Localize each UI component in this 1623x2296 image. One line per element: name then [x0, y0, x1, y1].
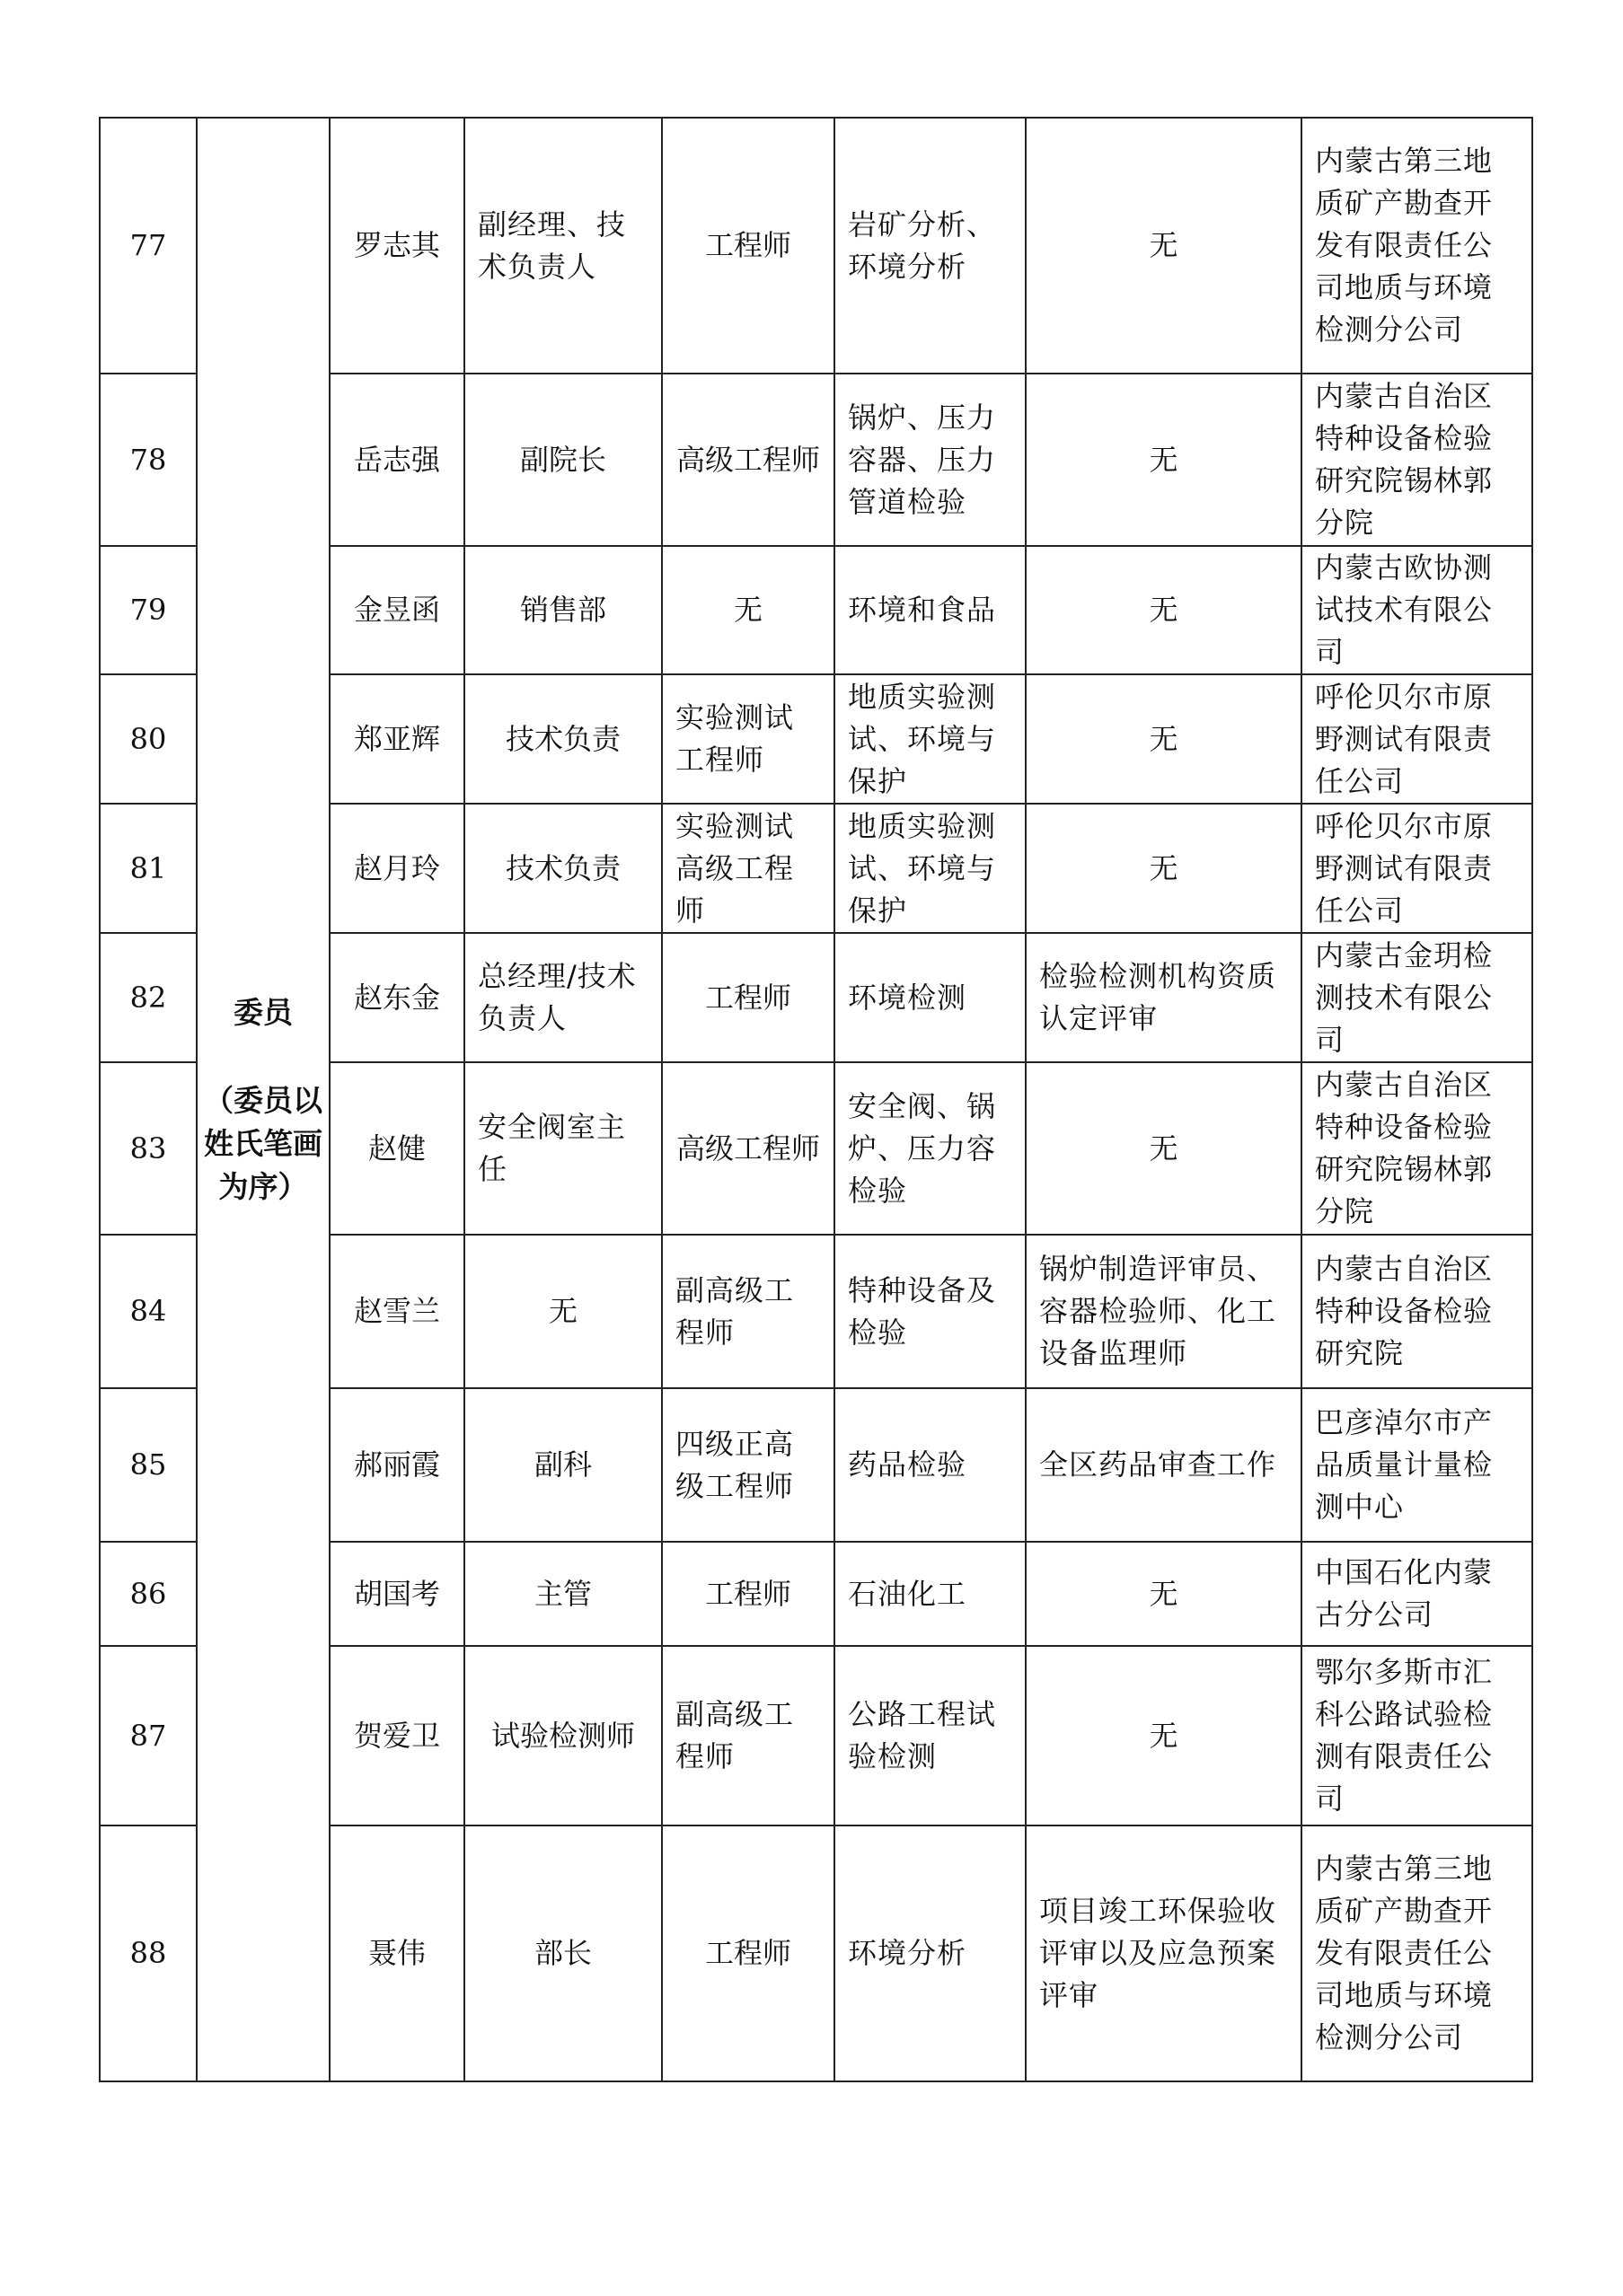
member-name: 贺爱卫 [330, 1646, 464, 1825]
row-number: 82 [100, 933, 197, 1062]
member-position: 总经理/技术负责人 [464, 933, 662, 1062]
member-qualification: 无 [1026, 1542, 1301, 1646]
member-position: 试验检测师 [464, 1646, 662, 1825]
member-qualification: 无 [1026, 374, 1301, 546]
member-specialty: 环境检测 [834, 933, 1026, 1062]
member-unit: 内蒙古自治区特种设备检验研究院 [1301, 1235, 1532, 1388]
member-qualification: 锅炉制造评审员、容器检验师、化工设备监理师 [1026, 1235, 1301, 1388]
member-specialty: 安全阀、锅炉、压力容检验 [834, 1062, 1026, 1235]
member-qualification: 全区药品审查工作 [1026, 1388, 1301, 1542]
member-title: 工程师 [662, 1825, 834, 2081]
member-position: 技术负责 [464, 804, 662, 933]
member-specialty: 锅炉、压力容器、压力管道检验 [834, 374, 1026, 546]
member-unit: 内蒙古第三地质矿产勘查开发有限责任公司地质与环境检测分公司 [1301, 118, 1532, 374]
member-position: 无 [464, 1235, 662, 1388]
member-name: 胡国考 [330, 1542, 464, 1646]
row-number: 87 [100, 1646, 197, 1825]
member-specialty: 地质实验测试、环境与保护 [834, 674, 1026, 804]
member-name: 赵雪兰 [330, 1235, 464, 1388]
member-name: 金昱函 [330, 546, 464, 674]
member-title: 工程师 [662, 1542, 834, 1646]
member-qualification: 无 [1026, 118, 1301, 374]
member-qualification: 项目竣工环保验收评审以及应急预案评审 [1026, 1825, 1301, 2081]
member-qualification: 无 [1026, 1062, 1301, 1235]
member-name: 岳志强 [330, 374, 464, 546]
member-specialty: 特种设备及检验 [834, 1235, 1026, 1388]
member-position: 副院长 [464, 374, 662, 546]
member-unit: 呼伦贝尔市原野测试有限责任公司 [1301, 674, 1532, 804]
member-qualification: 无 [1026, 804, 1301, 933]
member-unit: 内蒙古金玥检测技术有限公司 [1301, 933, 1532, 1062]
member-qualification: 无 [1026, 674, 1301, 804]
member-qualification: 无 [1026, 546, 1301, 674]
role-note: （委员以姓氏笔画为序） [204, 1082, 322, 1204]
member-title: 实验测试高级工程师 [662, 804, 834, 933]
row-number: 84 [100, 1235, 197, 1388]
member-unit: 内蒙古自治区特种设备检验研究院锡林郭分院 [1301, 1062, 1532, 1235]
member-position: 副科 [464, 1388, 662, 1542]
member-unit: 呼伦贝尔市原野测试有限责任公司 [1301, 804, 1532, 933]
member-unit: 内蒙古欧协测试技术有限公司 [1301, 546, 1532, 674]
member-position: 部长 [464, 1825, 662, 2081]
role-cell [197, 118, 330, 2081]
row-number: 85 [100, 1388, 197, 1542]
member-title: 高级工程师 [662, 1062, 834, 1235]
member-position: 副经理、技术负责人 [464, 118, 662, 374]
row-number: 83 [100, 1062, 197, 1235]
member-position: 主管 [464, 1542, 662, 1646]
member-unit: 鄂尔多斯市汇科公路试验检测有限责任公司 [1301, 1646, 1532, 1825]
role-title: 委员 [234, 994, 293, 1030]
member-unit: 内蒙古第三地质矿产勘查开发有限责任公司地质与环境检测分公司 [1301, 1825, 1532, 2081]
member-name: 罗志其 [330, 118, 464, 374]
member-position: 销售部 [464, 546, 662, 674]
member-table [99, 117, 1533, 2082]
member-specialty: 地质实验测试、环境与保护 [834, 804, 1026, 933]
member-name: 郝丽霞 [330, 1388, 464, 1542]
member-specialty: 石油化工 [834, 1542, 1026, 1646]
row-number: 79 [100, 546, 197, 674]
member-unit: 中国石化内蒙古分公司 [1301, 1542, 1532, 1646]
member-name: 赵东金 [330, 933, 464, 1062]
member-name: 赵月玲 [330, 804, 464, 933]
member-qualification: 无 [1026, 1646, 1301, 1825]
row-number: 88 [100, 1825, 197, 2081]
member-name: 郑亚辉 [330, 674, 464, 804]
member-specialty: 岩矿分析、环境分析 [834, 118, 1026, 374]
member-position: 安全阀室主任 [464, 1062, 662, 1235]
member-name: 赵健 [330, 1062, 464, 1235]
member-title: 四级正高级工程师 [662, 1388, 834, 1542]
member-position: 技术负责 [464, 674, 662, 804]
member-title: 无 [662, 546, 834, 674]
member-unit: 巴彦淖尔市产品质量计量检测中心 [1301, 1388, 1532, 1542]
row-number: 81 [100, 804, 197, 933]
member-specialty: 环境和食品 [834, 546, 1026, 674]
member-specialty: 药品检验 [834, 1388, 1026, 1542]
member-title: 副高级工程师 [662, 1646, 834, 1825]
member-specialty: 公路工程试验检测 [834, 1646, 1026, 1825]
member-unit: 内蒙古自治区特种设备检验研究院锡林郭分院 [1301, 374, 1532, 546]
member-qualification: 检验检测机构资质认定评审 [1026, 933, 1301, 1062]
member-title: 高级工程师 [662, 374, 834, 546]
row-number: 77 [100, 118, 197, 374]
member-title: 实验测试工程师 [662, 674, 834, 804]
member-specialty: 环境分析 [834, 1825, 1026, 2081]
member-title: 工程师 [662, 933, 834, 1062]
table-row [100, 118, 1532, 374]
row-number: 78 [100, 374, 197, 546]
member-title: 工程师 [662, 118, 834, 374]
row-number: 80 [100, 674, 197, 804]
row-number: 86 [100, 1542, 197, 1646]
member-name: 聂伟 [330, 1825, 464, 2081]
member-title: 副高级工程师 [662, 1235, 834, 1388]
